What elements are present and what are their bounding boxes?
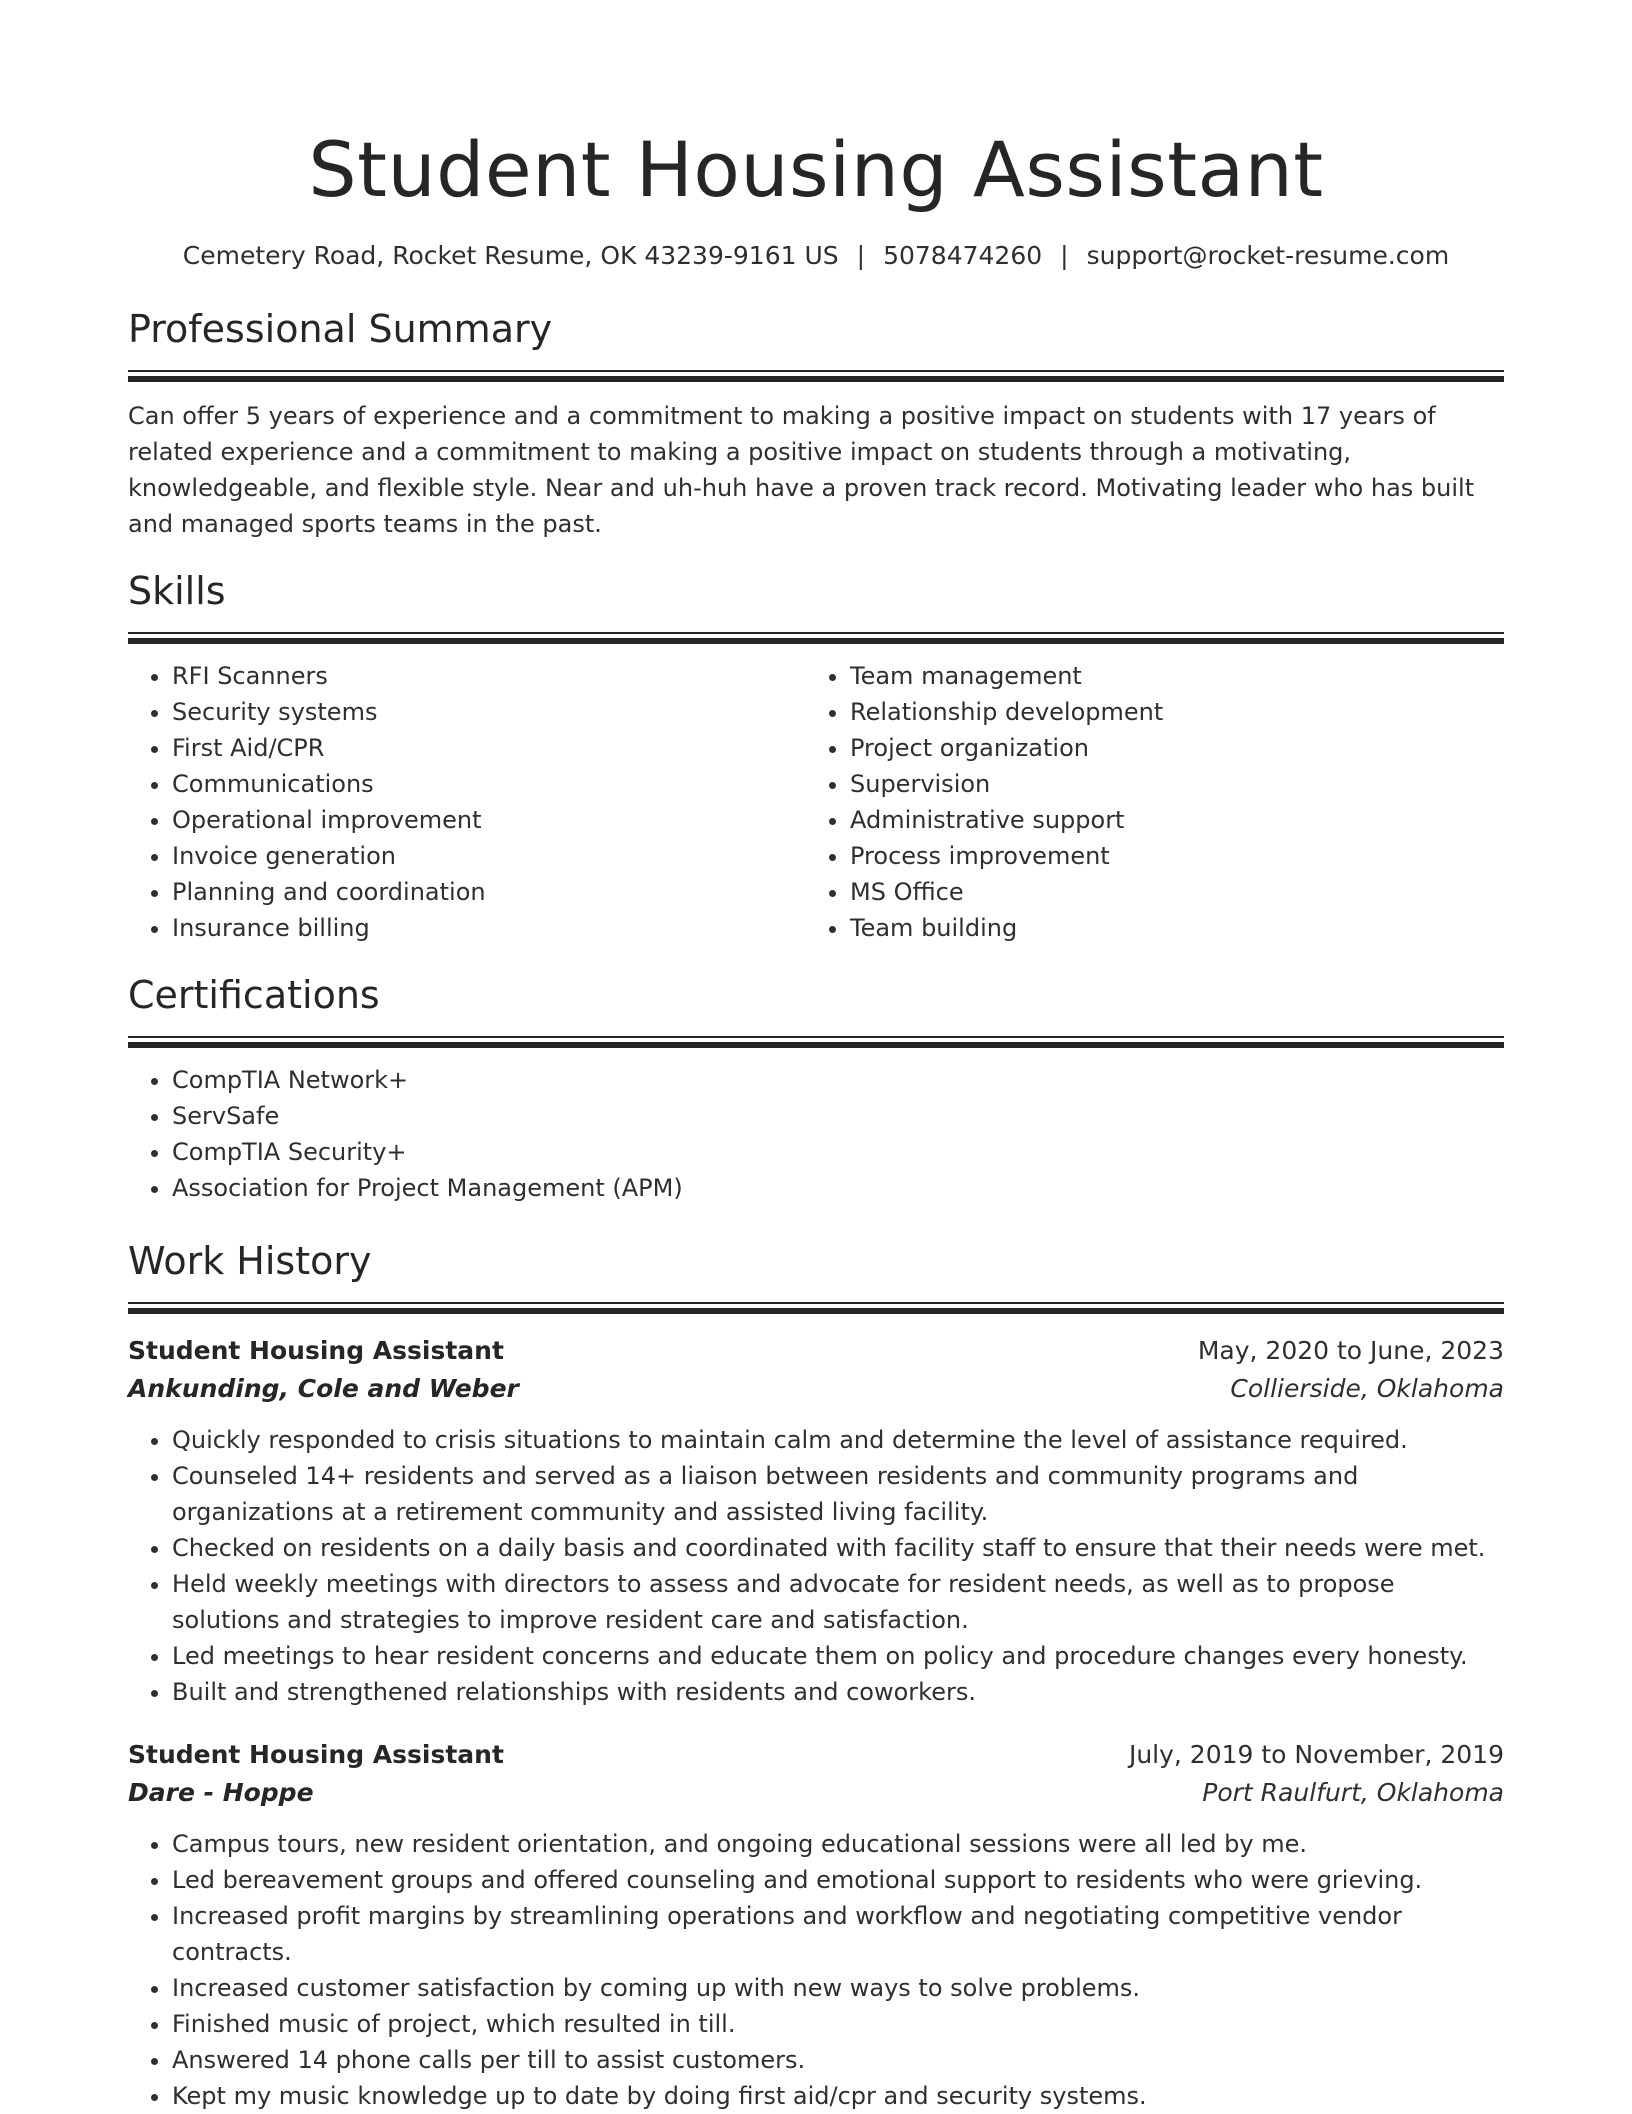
job-bullet-list [128,1826,1504,2114]
skills-grid [128,658,1504,946]
job-entry [128,1332,1504,1710]
job-title: Student Housing Assistant [128,1740,504,1769]
resume-page [128,0,1504,2114]
skills-column-right [806,658,1484,946]
summary-text: Can offer 5 years of experience and a commitment to making a positive impact on students with 17 years of related experience and a commitment to making a positive impact on students through a motivating, knowledgeable, and flexible style. Near and uh-huh have a proven track record. Motivating leader who has built and managed sports teams in the past. [128,402,1475,538]
skills-list-right [806,658,1484,946]
skill-item: • Team building [850,910,1484,946]
skill-item: • Invoice generation [172,838,806,874]
job-company-row [128,1774,1504,1812]
job-company: Ankunding, Cole and Weber [128,1374,519,1403]
skill-item: • Process improvement [850,838,1484,874]
job-company-row [128,1370,1504,1408]
summary-section [128,304,1504,542]
job-bullet: • Held weekly meetings with directors to assess and advocate for resident needs, as well as to propose solutions and strategies to improve resident care and satisfaction. [172,1566,1504,1638]
job-dates: May, 2020 to June, 2023 [1197,1336,1504,1365]
job-bullet: • Increased customer satisfaction by coming up with new ways to solve problems. [172,1970,1504,2006]
job-bullet: • Counseled 14+ residents and served as a liaison between residents and community programs and organizations at a retirement community and assisted living facility. [172,1458,1504,1530]
contact-separator: | [1060,241,1069,270]
section-title-skills: Skills [128,569,226,613]
section-divider [128,1036,1504,1050]
job-bullet: • Campus tours, new resident orientation, and ongoing educational sessions were all led by me. [172,1826,1504,1862]
contact-address: Cemetery Road, Rocket Resume, OK 43239-9161 US [182,241,839,270]
certification-item: • Association for Project Management (APM) [172,1170,1504,1206]
skill-item: • Security systems [172,694,806,730]
job-location: Collierside, Oklahoma [1230,1374,1504,1403]
job-header-row [128,1332,1504,1370]
section-title-work-history: Work History [128,1239,372,1283]
skill-item: • Planning and coordination [172,874,806,910]
skill-item: • Team management [850,658,1484,694]
job-bullet-list [128,1422,1504,1710]
skills-column-left [128,658,806,946]
job-title: Student Housing Assistant [128,1336,504,1365]
skill-item: • Communications [172,766,806,802]
job-bullet: • Checked on residents on a daily basis and coordinated with facility staff to ensure that their needs were met. [172,1530,1504,1566]
job-bullet: • Finished music of project, which resulted in till. [172,2006,1504,2042]
skill-item: • Insurance billing [172,910,806,946]
job-bullet: • Increased profit margins by streamlining operations and workflow and negotiating competitive vendor contracts. [172,1898,1504,1970]
job-bullet: • Quickly responded to crisis situations to maintain calm and determine the level of assistance required. [172,1422,1504,1458]
section-title-summary: Professional Summary [128,307,553,351]
skills-list-left [128,658,806,946]
skill-item: • Relationship development [850,694,1484,730]
job-bullet: • Built and strengthened relationships with residents and coworkers. [172,1674,1504,1710]
certification-item: • CompTIA Network+ [172,1062,1504,1098]
job-bullet: • Led meetings to hear resident concerns and educate them on policy and procedure changes every honesty. [172,1638,1504,1674]
section-divider [128,370,1504,384]
certifications-section [128,970,1504,1206]
jobs-container [128,1332,1504,2114]
certification-item: • ServSafe [172,1098,1504,1134]
skill-item: • Supervision [850,766,1484,802]
job-bullet: • Kept my music knowledge up to date by doing first aid/cpr and security systems. [172,2078,1504,2114]
resume-name: Student Housing Assistant [308,125,1324,214]
skill-item: • Project organization [850,730,1484,766]
job-header-row [128,1736,1504,1774]
skills-section [128,566,1504,946]
job-location: Port Raulfurt, Oklahoma [1202,1778,1504,1807]
work-history-section [128,1236,1504,2114]
job-company: Dare - Hoppe [128,1778,314,1807]
skill-item: • Administrative support [850,802,1484,838]
contact-email: support@rocket-resume.com [1086,241,1450,270]
section-title-certifications: Certifications [128,973,380,1017]
contact-separator: | [856,241,866,270]
section-divider [128,632,1504,646]
certification-item: • CompTIA Security+ [172,1134,1504,1170]
section-divider [128,1302,1504,1316]
job-bullet: • Led bereavement groups and offered counseling and emotional support to residents who were grieving. [172,1862,1504,1898]
job-dates: July, 2019 to November, 2019 [1128,1740,1504,1769]
job-entry [128,1736,1504,2114]
contact-phone: 5078474260 [883,241,1043,270]
job-bullet: • Answered 14 phone calls per till to assist customers. [172,2042,1504,2078]
skill-item: • RFI Scanners [172,658,806,694]
skill-item: • First Aid/CPR [172,730,806,766]
skill-item: • Operational improvement [172,802,806,838]
certifications-list [128,1062,1504,1206]
contact-line [128,238,1504,274]
skill-item: • MS Office [850,874,1484,910]
